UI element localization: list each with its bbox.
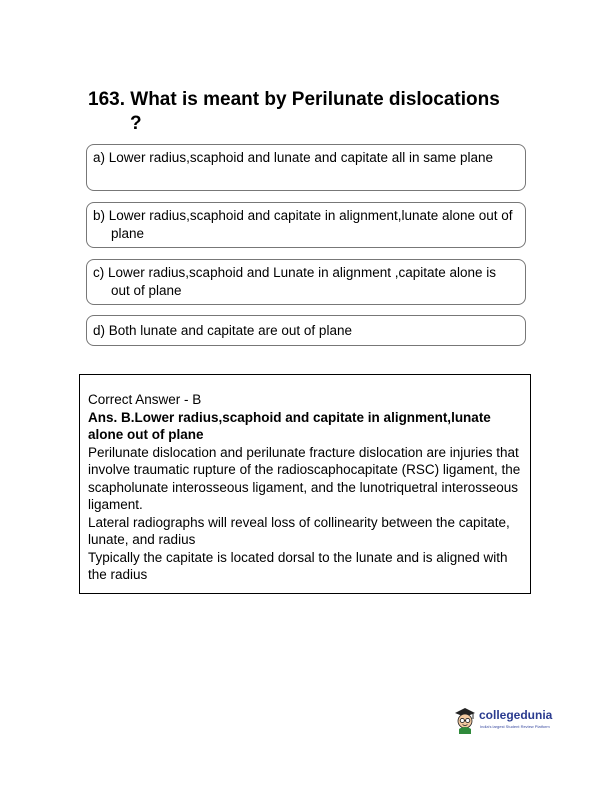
option-text: Both lunate and capitate are out of plane	[108, 323, 352, 338]
option-label: d)	[93, 323, 106, 338]
question-text: What is meant by Perilunate dislocations	[130, 89, 500, 110]
correct-answer: Correct Answer - B	[88, 392, 202, 407]
option-b[interactable]	[86, 202, 526, 248]
logo-tagline: India's largest Student Review Platform	[480, 724, 550, 729]
option-label: b)	[93, 208, 106, 223]
option-label: c)	[93, 265, 105, 280]
option-text: Lower radius,scaphoid and Lunate in alignment ,capitate alone is out of plane	[108, 265, 497, 298]
logo-name: collegedunia	[479, 708, 553, 722]
question-heading	[88, 88, 538, 136]
question-number: 163.	[88, 89, 125, 110]
option-text: Lower radius,scaphoid and capitate in alignment,lunate alone out of plane	[108, 208, 513, 241]
graduate-mascot-icon	[452, 706, 478, 734]
collegedunia-logo	[452, 706, 572, 736]
explanation-paragraph: Lateral radiographs will reveal loss of collinearity between the capitate, lunate, and radius	[88, 514, 510, 547]
option-label: a)	[93, 150, 106, 165]
question-mark: ?	[130, 113, 142, 134]
answer-title: Ans. B.Lower radius,scaphoid and capitate in alignment,lunate alone out of plane	[88, 409, 491, 442]
option-text: Lower radius,scaphoid and lunate and capitate all in same plane	[108, 150, 494, 165]
explanation-paragraph: Typically the capitate is located dorsal to the lunate and is aligned with the radius	[88, 549, 508, 582]
answer-box	[79, 374, 531, 594]
option-a[interactable]	[86, 144, 526, 191]
option-c[interactable]	[86, 259, 526, 305]
explanation-paragraph: Perilunate dislocation and perilunate fracture dislocation are injuries that involve traumatic rupture of the radioscaphocapitate (RSC) ligament, the scapholunate interosseous ligament, and the lunotriquetral interosseous ligament.	[88, 444, 521, 512]
option-d[interactable]	[86, 315, 526, 346]
